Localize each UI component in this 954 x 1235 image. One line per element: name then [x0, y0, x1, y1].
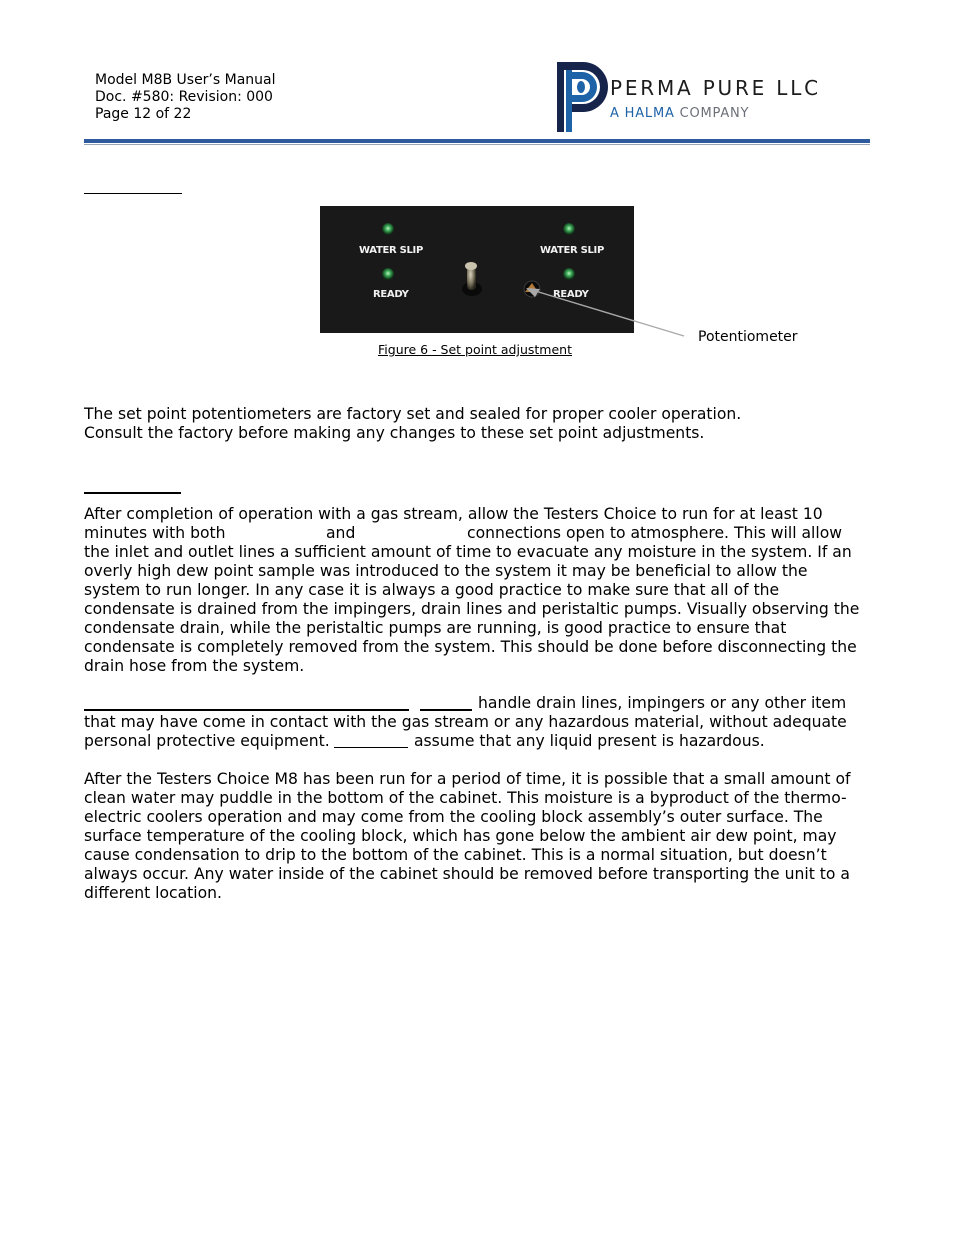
paragraph-line: After completion of operation with a gas stream, allow the Testers Choice to run for at least 10 — [84, 505, 823, 523]
figure-caption: Figure 6 - Set point adjustment — [378, 342, 572, 357]
water-slip-label-left: WATER SLIP — [359, 245, 424, 256]
paragraph-line — [84, 524, 859, 543]
paragraph-line: system to run longer. In any case it is always a good practice to make sure that all of the — [84, 581, 780, 599]
paragraph-line: After the Testers Choice M8 has been run for a period of time, it is possible that a small amount of — [84, 770, 851, 788]
logo-tagline-suffix: COMPANY — [679, 106, 750, 121]
warning-paragraph — [84, 694, 884, 751]
paragraph-line: condensate is drained from the impingers, drain lines and peristaltic pumps. Visually observing the — [84, 600, 860, 618]
paragraph-line: cause condensation to drip to the bottom of the cabinet. This is a normal situation, but doesn’t — [84, 846, 827, 864]
paragraph-line: that may have come in contact with the gas stream or any hazardous material, without adequate — [84, 713, 847, 731]
paragraph-line: the inlet and outlet lines a sufficient amount of time to evacuate any moisture in the system. If an — [84, 543, 852, 561]
paragraph-line: condensate drain, while the peristaltic pumps are running, is good practice to ensure that — [84, 619, 787, 637]
page-number: Page 12 of 22 — [95, 106, 192, 122]
company-logo — [553, 58, 853, 136]
ready-label-right: READY — [553, 289, 589, 300]
paragraph-line: Consult the factory before making any changes to these set point adjustments. — [84, 424, 705, 442]
callout-arrow-icon — [520, 280, 690, 340]
paragraph-line: condensate is completely removed from the system. This should be done before disconnecting the — [84, 638, 857, 656]
paragraph-line — [84, 732, 884, 751]
line-segment: assume that any liquid present is hazardous. — [414, 732, 765, 750]
header-rule — [84, 139, 870, 143]
paragraph-line: always occur. Any water inside of the cabinet should be removed before transporting the unit to a — [84, 865, 850, 883]
line-segment: minutes with both — [84, 524, 226, 542]
setpoint-paragraph — [84, 405, 741, 443]
condensation-paragraph — [84, 770, 851, 903]
paragraph-line: The set point potentiometers are factory set and sealed for proper cooler operation. — [84, 405, 742, 423]
water-slip-led-right — [563, 223, 575, 235]
water-slip-led-left — [382, 223, 394, 235]
warning-underline — [334, 733, 408, 748]
logo-company-name: PERMA PURE LLC — [610, 76, 821, 100]
section-heading-underline — [84, 193, 182, 194]
paragraph-line: different location. — [84, 884, 223, 902]
line-segment: and — [326, 524, 356, 542]
paragraph-line — [84, 694, 884, 713]
paragraph-line: electric coolers operation and may come from the cooling block assembly’s outer surface. The — [84, 808, 823, 826]
paragraph-line: overly high dew point sample was introduced to the system it may be beneficial to allow the — [84, 562, 808, 580]
manual-title: Model M8B User’s Manual — [95, 72, 276, 88]
logo-tagline-prefix: A — [610, 106, 620, 121]
header-rule-thin — [84, 144, 870, 145]
line-segment: personal protective equipment. — [84, 732, 330, 750]
line-segment: connections open to atmosphere. This will allow — [467, 524, 843, 542]
warning-underline — [420, 695, 472, 711]
paragraph-line: drain hose from the system. — [84, 657, 305, 675]
shutdown-paragraph — [84, 505, 859, 676]
logo-tagline — [610, 106, 749, 121]
document-header — [95, 72, 276, 123]
document-revision: Doc. #580: Revision: 000 — [95, 89, 273, 105]
ready-led-left — [382, 268, 394, 280]
section-heading-underline — [84, 492, 181, 494]
water-slip-label-right: WATER SLIP — [540, 245, 605, 256]
warning-underline — [84, 695, 409, 711]
ready-label-left: READY — [373, 289, 409, 300]
potentiometer-callout: Potentiometer — [698, 329, 798, 345]
ready-led-right — [563, 268, 575, 280]
line-segment: handle drain lines, impingers or any other item — [478, 694, 847, 712]
logo-tagline-brand: HALMA — [624, 106, 675, 121]
paragraph-line: surface temperature of the cooling block, which has gone below the ambient air dew point, may — [84, 827, 837, 845]
paragraph-line: clean water may puddle in the bottom of the cabinet. This moisture is a byproduct of the thermo- — [84, 789, 847, 807]
